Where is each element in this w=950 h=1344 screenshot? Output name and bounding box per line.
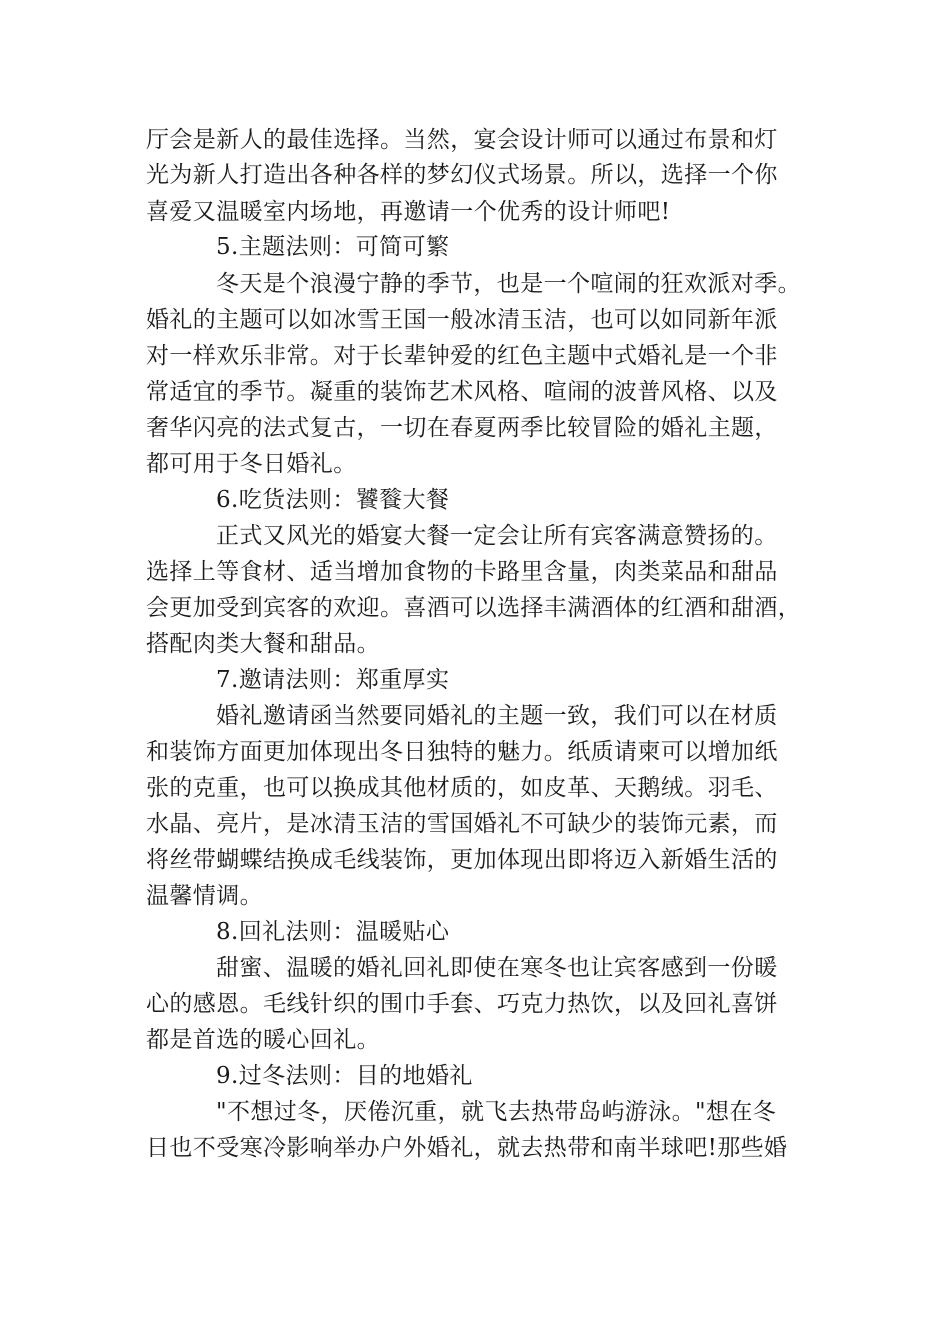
section-heading: 6.吃货法则：饕餮大餐 bbox=[216, 487, 450, 513]
paragraph-line: 常适宜的季节。凝重的装饰艺术风格、喧闹的波普风格、以及 bbox=[146, 379, 778, 405]
paragraph-line: 婚礼邀请函当然要同婚礼的主题一致，我们可以在材质 bbox=[216, 703, 778, 729]
paragraph-line: 婚礼的主题可以如冰雪王国一般冰清玉洁，也可以如同新年派 bbox=[146, 307, 778, 333]
paragraph-line: 张的克重，也可以换成其他材质的，如皮革、天鹅绒。羽毛、 bbox=[146, 775, 778, 801]
paragraph-line: 光为新人打造出各种各样的梦幻仪式场景。所以，选择一个你 bbox=[146, 162, 778, 188]
section-heading: 7.邀请法则：郑重厚实 bbox=[216, 667, 450, 693]
section-heading: 5.主题法则：可简可繁 bbox=[216, 234, 450, 260]
paragraph-line: 奢华闪亮的法式复古，一切在春夏两季比较冒险的婚礼主题， bbox=[146, 415, 778, 441]
paragraph-line: 心的感恩。毛线针织的围巾手套、巧克力热饮，以及回礼喜饼 bbox=[146, 991, 778, 1017]
paragraph-line: 搭配肉类大餐和甜品。 bbox=[146, 631, 380, 657]
paragraph-line: 选择上等食材、适当增加食物的卡路里含量，肉类菜品和甜品 bbox=[146, 559, 778, 585]
paragraph-line: 都是首选的暖心回礼。 bbox=[146, 1027, 380, 1053]
paragraph-line: 水晶、亮片，是冰清玉洁的雪国婚礼不可缺少的装饰元素，而 bbox=[146, 811, 778, 837]
paragraph-line: 和装饰方面更加体现出冬日独特的魅力。纸质请柬可以增加纸 bbox=[146, 739, 778, 765]
paragraph-line: 对一样欢乐非常。对于长辈钟爱的红色主题中式婚礼是一个非 bbox=[146, 343, 778, 369]
paragraph-line: 温馨情调。 bbox=[146, 883, 263, 909]
paragraph-line: 都可用于冬日婚礼。 bbox=[146, 451, 357, 477]
paragraph-line: "不想过冬，厌倦沉重，就飞去热带岛屿游泳。"想在冬 bbox=[216, 1099, 777, 1125]
paragraph-line: 会更加受到宾客的欢迎。喜酒可以选择丰满酒体的红酒和甜酒， bbox=[146, 595, 802, 621]
paragraph-line: 正式又风光的婚宴大餐一定会让所有宾客满意赞扬的。 bbox=[216, 523, 778, 549]
paragraph-line: 喜爱又温暖室内场地，再邀请一个优秀的设计师吧! bbox=[146, 199, 671, 225]
section-heading: 8.回礼法则：温暖贴心 bbox=[216, 919, 450, 945]
paragraph-line: 甜蜜、温暖的婚礼回礼即使在寒冬也让宾客感到一份暖 bbox=[216, 955, 778, 981]
paragraph-line: 日也不受寒冷影响举办户外婚礼，就去热带和南半球吧!那些婚 bbox=[146, 1135, 788, 1161]
section-heading: 9.过冬法则：目的地婚礼 bbox=[216, 1063, 473, 1089]
paragraph-line: 冬天是个浪漫宁静的季节，也是一个喧闹的狂欢派对季。 bbox=[216, 271, 801, 297]
paragraph-line: 厅会是新人的最佳选择。当然，宴会设计师可以通过布景和灯 bbox=[146, 127, 778, 153]
paragraph-line: 将丝带蝴蝶结换成毛线装饰，更加体现出即将迈入新婚生活的 bbox=[146, 847, 778, 873]
